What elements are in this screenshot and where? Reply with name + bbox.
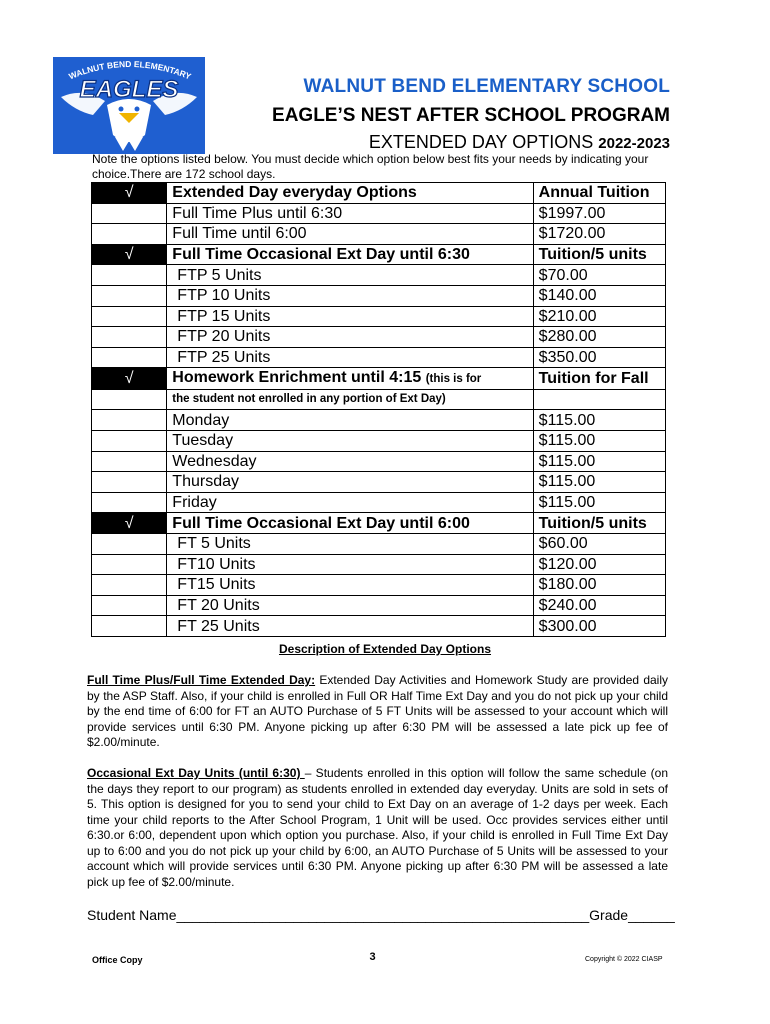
check-cell[interactable] [92, 616, 167, 637]
table-row [92, 554, 666, 575]
table-row [92, 451, 666, 472]
option-price: $115.00 [533, 492, 665, 513]
check-cell[interactable] [92, 472, 167, 493]
option-price: $115.00 [533, 451, 665, 472]
option-label: FT 25 Units [167, 616, 533, 637]
option-price: $115.00 [533, 472, 665, 493]
check-mark-cell[interactable]: √ [92, 513, 167, 534]
check-cell[interactable] [92, 595, 167, 616]
option-label: Friday [167, 492, 533, 513]
table-row [92, 368, 666, 390]
table-row [92, 410, 666, 431]
options-title-text: EXTENDED DAY OPTIONS [368, 132, 594, 152]
program-title: EAGLE’S NEST AFTER SCHOOL PROGRAM [272, 105, 670, 126]
check-cell[interactable] [92, 203, 167, 224]
eagle-logo-icon [53, 57, 205, 154]
option-label: the student not enrolled in any portion of Ext Day) [167, 390, 533, 410]
check-cell[interactable] [92, 285, 167, 306]
option-label: Full Time Plus until 6:30 [167, 203, 533, 224]
check-cell[interactable] [92, 492, 167, 513]
option-label: FT15 Units [167, 575, 533, 596]
check-cell[interactable] [92, 575, 167, 596]
copyright-text: Copyright © 2022 CIASP [585, 956, 663, 963]
option-price: $120.00 [533, 554, 665, 575]
option-price: $140.00 [533, 285, 665, 306]
check-mark-cell[interactable]: √ [92, 368, 167, 390]
option-price: $70.00 [533, 265, 665, 286]
option-label [167, 368, 533, 390]
school-logo [53, 57, 205, 154]
description-paragraph-full-time [87, 673, 668, 751]
paragraph-lead: Full Time Plus/Full Time Extended Day: [87, 673, 316, 687]
option-price: $240.00 [533, 595, 665, 616]
option-label: FTP 10 Units [167, 285, 533, 306]
option-price: $115.00 [533, 430, 665, 451]
logo-arc-text: WALNUT BEND ELEMENTARY [67, 58, 193, 82]
page-number: 3 [369, 951, 376, 963]
check-cell[interactable] [92, 554, 167, 575]
option-label: FT10 Units [167, 554, 533, 575]
option-price: $1720.00 [533, 224, 665, 245]
option-label: FTP 25 Units [167, 347, 533, 368]
homework-label: Homework Enrichment until 4:15 [172, 369, 422, 387]
instructions-note: Note the options listed below. You must decide which option below best fits your needs by indicating your choice.There are 172 school days. [92, 152, 649, 181]
table-row [92, 244, 666, 265]
student-name-grade-line[interactable]: Student Name_____________________________________________________Grade______ [87, 907, 675, 923]
table-row [92, 616, 666, 637]
option-label: Monday [167, 410, 533, 431]
check-cell[interactable] [92, 451, 167, 472]
paragraph-lead: Occasional Ext Day Units (until 6:30) [87, 766, 305, 780]
option-price [533, 390, 665, 410]
option-price: $180.00 [533, 575, 665, 596]
option-label: FTP 5 Units [167, 265, 533, 286]
table-row [92, 575, 666, 596]
option-label: Full Time Occasional Ext Day until 6:30 [167, 244, 533, 265]
option-label: FT 20 Units [167, 595, 533, 616]
table-row [92, 347, 666, 368]
table-row [92, 430, 666, 451]
check-cell[interactable] [92, 347, 167, 368]
option-label: Tuesday [167, 430, 533, 451]
check-cell[interactable] [92, 265, 167, 286]
check-cell[interactable] [92, 390, 167, 410]
school-name: WALNUT BEND ELEMENTARY SCHOOL [303, 76, 670, 97]
option-price: $115.00 [533, 410, 665, 431]
school-year: 2022-2023 [598, 135, 670, 152]
check-cell[interactable] [92, 533, 167, 554]
check-cell[interactable] [92, 327, 167, 348]
option-price: Annual Tuition [533, 183, 665, 204]
check-cell[interactable] [92, 306, 167, 327]
option-label: FT 5 Units [167, 533, 533, 554]
paragraph-body: – Students enrolled in this option will follow the same schedule (on the days they report to our program) as students enrolled in extended day everyday. Units are sold in sets of 5. This option is designed for you to send your child to Ext Day on an average of 1-2 days per week. Each time your child reports to the After School Program, 1 Unit will be used. Occ provides services either until 6:30.or 6:00, dependent upon which option you purchase. Also, if your child is enrolled in Full Time Ext Day up to 6:00 and you do not pick up your child by 6:00, an AUTO Purchase of 5 Units will be assessed to your account which will provide services until 6:30 PM. Anyone picking up after 6:30 PM will be assessed a late pick up fee of $2.00/minute. [87, 766, 668, 889]
table-row [92, 533, 666, 554]
table-row [92, 203, 666, 224]
option-price: $280.00 [533, 327, 665, 348]
option-label: Full Time Occasional Ext Day until 6:00 [167, 513, 533, 534]
option-label: Thursday [167, 472, 533, 493]
table-row [92, 390, 666, 410]
check-cell[interactable] [92, 410, 167, 431]
option-price: $350.00 [533, 347, 665, 368]
option-label: FTP 15 Units [167, 306, 533, 327]
option-price: Tuition for Fall [533, 368, 665, 390]
check-mark-cell[interactable]: √ [92, 183, 167, 204]
check-cell[interactable] [92, 224, 167, 245]
description-paragraph-occasional [87, 766, 668, 890]
table-row [92, 472, 666, 493]
homework-note: (this is for [425, 373, 482, 386]
option-price: $60.00 [533, 533, 665, 554]
options-title [200, 132, 670, 153]
table-row [92, 595, 666, 616]
option-label: FTP 20 Units [167, 327, 533, 348]
table-row [92, 285, 666, 306]
option-label: Full Time until 6:00 [167, 224, 533, 245]
table-row [92, 224, 666, 245]
table-row [92, 306, 666, 327]
table-row [92, 265, 666, 286]
table-row [92, 513, 666, 534]
check-mark-cell[interactable]: √ [92, 244, 167, 265]
check-cell[interactable] [92, 430, 167, 451]
option-price: $210.00 [533, 306, 665, 327]
office-copy-label: Office Copy [92, 955, 143, 965]
table-row [92, 492, 666, 513]
table-row [92, 183, 666, 204]
paragraph-body: Extended Day Activities and Homework Study are provided daily by the ASP Staff. Also, if your child is enrolled in Full OR Half Time Ext Day and you do not pick up your child by the end time of 6:00 for FT an AUTO Purchase of 5 FT Units will be assessed to your account which will provide services until 6:30 PM. Anyone picking up after 6:30 PM will be assessed a late pick up fee of $2.00/minute. [87, 673, 669, 749]
option-price: Tuition/5 units [533, 244, 665, 265]
option-label: Wednesday [167, 451, 533, 472]
option-label: Extended Day everyday Options [167, 183, 533, 204]
logo-word: EAGLES [79, 76, 179, 103]
option-price: Tuition/5 units [533, 513, 665, 534]
option-price: $300.00 [533, 616, 665, 637]
option-price: $1997.00 [533, 203, 665, 224]
options-table [91, 182, 666, 637]
description-title: Description of Extended Day Options [278, 642, 492, 656]
table-row [92, 327, 666, 348]
